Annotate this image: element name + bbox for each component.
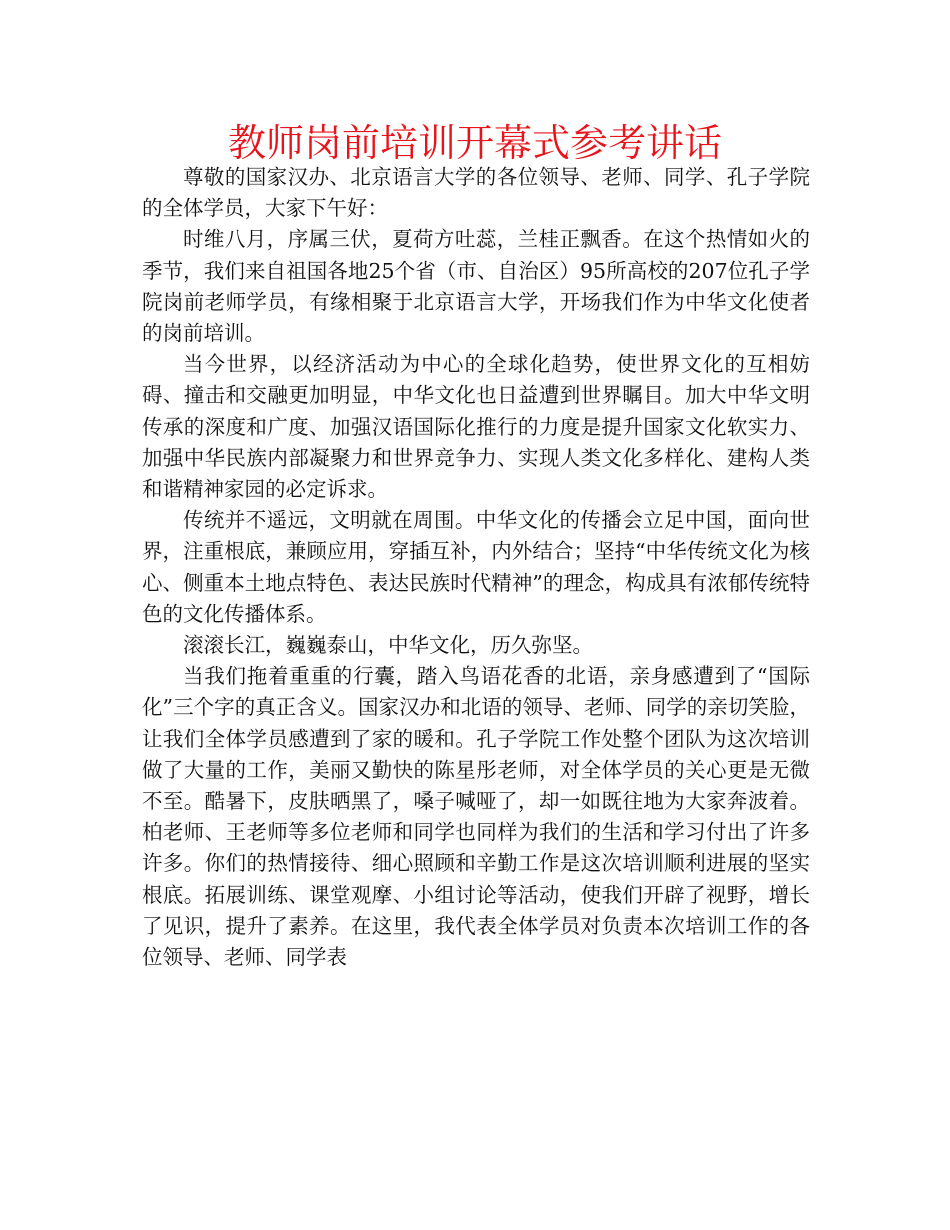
document-title: 教师岗前培训开幕式参考讲话 [227, 121, 722, 165]
paragraph-world-culture: 当今世界，以经济活动为中心的全球化趋势，使世界文化的互相妨碍、撞击和交融更加明显，中华文化也日益遭到世界瞩目。加大中华文明传承的深度和广度、加强汉语国际化推行的力度是提升国家文化软实力、加强中华民族内部凝聚力和世界竞争力、实现人类文化多样化、建构人类和谐精神家园的必定诉求。 [142, 352, 810, 502]
paragraph-yangtze: 滚滚长江，巍巍泰山，中华文化，历久弥坚。 [183, 633, 593, 658]
document-body [142, 162, 810, 973]
paragraph-greeting: 尊敬的国家汉办、北京语言大学的各位领导、老师、同学、孔子学院的全体学员，大家下午好： [142, 165, 810, 221]
paragraph-thanks: 当我们拖着重重的行囊，踏入鸟语花香的北语，亲身感遭到了“国际化”三个字的真正含义。国家汉办和北语的领导、老师、同学的亲切笑脸，让我们全体学员感遭到了家的暖和。孔子学院工作处整个团队为这次培训做了大量的工作，美丽又勤快的陈星彤老师，对全体学员的关心更是无微不至。酷暑下，皮肤晒黑了，嗓子喊哑了，却一如既往地为大家奔波着。柏老师、王老师等多位老师和同学也同样为我们的生活和学习付出了许多许多。你们的热情接待、细心照顾和辛勤工作是这次培训顺利进展的坚实根底。拓展训练、课堂观摩、小组讨论等活动，使我们开辟了视野，增长了见识，提升了素养。在这里，我代表全体学员对负责本次培训工作的各位领导、老师、同学表 [142, 664, 810, 970]
paragraph-tradition: 传统并不遥远，文明就在周围。中华文化的传播会立足中国，面向世界，注重根底，兼顾应用，穿插互补，内外结合；坚持“中华传统文化为核心、侧重本土地点特色、表达民族时代精神”的理念，构成具有浓郁传统特色的文化传播体系。 [142, 508, 810, 626]
paragraph-opening: 时维八月，序属三伏，夏荷方吐蕊，兰桂正飘香。在这个热情如火的季节，我们来自祖国各地25个省（市、自治区）95所高校的207位孔子学院岗前老师学员，有缘相聚于北京语言大学，开场我们作为中华文化使者的岗前培训。 [142, 227, 810, 346]
